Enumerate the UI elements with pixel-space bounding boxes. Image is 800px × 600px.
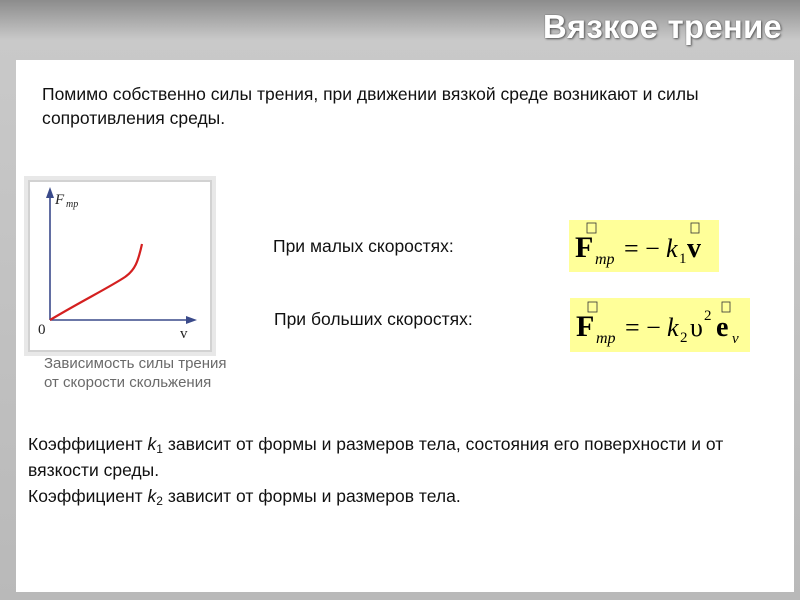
coef1-paragraph <box>28 431 768 483</box>
formula-large-speed <box>570 298 750 352</box>
caption-line1: Зависимость силы трения <box>44 355 227 372</box>
formula-sup: 2 <box>704 308 712 324</box>
intro-text: Помимо собственно силы трения, при движении вязкой среде возникают и силы сопротивления среды. <box>42 84 699 128</box>
coef1-prefix: Коэффициент <box>28 434 148 454</box>
friction-graph <box>30 182 210 350</box>
formula-eq: = − <box>624 234 660 263</box>
formula-large-svg <box>570 298 750 352</box>
y-axis-sub: mp <box>66 199 79 210</box>
coefficient-text <box>28 431 768 509</box>
graph-caption <box>44 354 304 392</box>
caption-line2: от скорости скольжения <box>44 374 212 391</box>
formula-eq: = − <box>625 313 661 342</box>
formula-e: e <box>716 312 729 343</box>
formula-f-sub: mp <box>595 251 615 268</box>
formula-f: F <box>575 231 594 264</box>
coef2-text: зависит от формы и размеров тела. <box>162 486 461 506</box>
origin-label: 0 <box>38 322 46 338</box>
x-axis-arrow <box>186 316 197 324</box>
formula-f: F <box>576 310 595 343</box>
y-axis-arrow <box>46 187 54 198</box>
formula-small-speed <box>569 220 719 272</box>
coef2-k: k <box>147 486 157 506</box>
vector-mark-icon <box>691 223 699 233</box>
graph-svg <box>30 182 210 350</box>
coef2-prefix: Коэффициент <box>28 486 148 506</box>
y-axis-label: F <box>55 192 65 208</box>
coef1-k: k <box>147 434 157 454</box>
vector-mark-icon <box>722 302 730 312</box>
formula-k-sub: 2 <box>680 330 688 346</box>
slide-title: Вязкое трение <box>542 8 782 45</box>
formula-k: k <box>666 234 678 263</box>
formula-k-sub: 1 <box>679 251 687 267</box>
formula-small-svg <box>569 220 719 272</box>
coef1-text: зависит от формы и размеров тела, состояния его поверхности и от вязкости среды. <box>28 434 724 480</box>
formula-k: k <box>667 313 679 342</box>
x-axis-label: v <box>180 326 188 342</box>
coef2-sub: 2 <box>156 494 163 508</box>
friction-curve <box>50 244 142 320</box>
formula-e-sub: v <box>732 331 739 347</box>
large-speed-label: При больших скоростях: <box>274 309 473 329</box>
coef1-sub: 1 <box>156 442 163 456</box>
formula-upsilon: υ <box>690 313 703 342</box>
formula-f-sub: mp <box>596 330 616 347</box>
small-speed-label: При малых скоростях: <box>273 236 454 256</box>
coef2-paragraph <box>28 483 768 509</box>
formula-v: v <box>687 233 701 264</box>
